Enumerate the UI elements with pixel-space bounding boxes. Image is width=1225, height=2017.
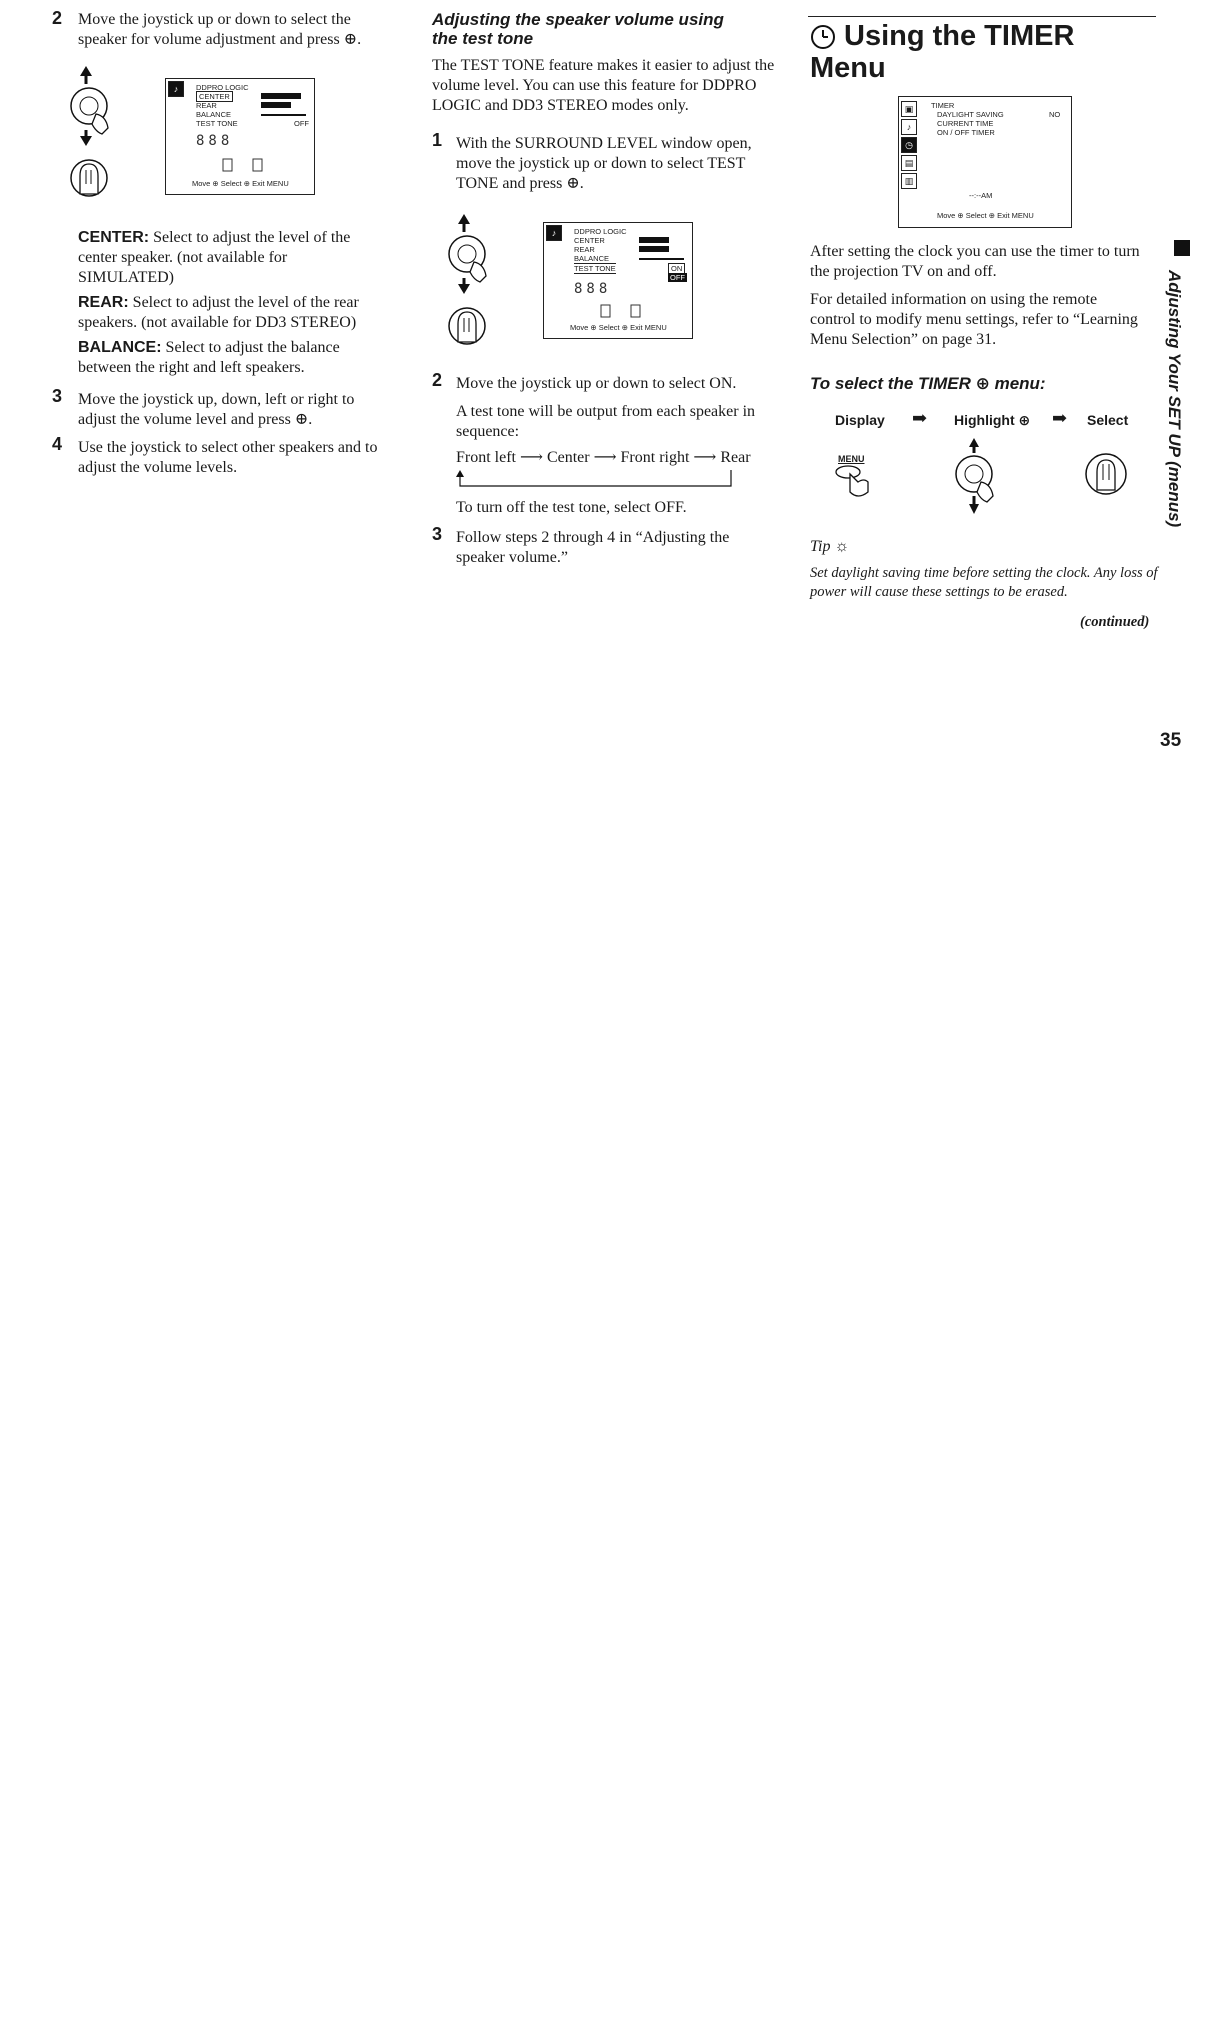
side-tab-label: Adjusting Your SET UP (menus) xyxy=(1165,270,1184,528)
step-number: 3 xyxy=(432,524,443,544)
screen-footer: Move ⊕ Select ⊕ Exit MENU xyxy=(570,323,667,332)
step-text: Follow steps 2 through 4 in “Adjusting the speaker volume.” xyxy=(456,529,730,566)
speaker-sequence: Front left ⟶ Center ⟶ Front right ⟶ Rear xyxy=(456,449,751,466)
joystick-illustration xyxy=(444,214,524,364)
menu-row: BALANCE xyxy=(574,254,610,263)
balance-bar xyxy=(261,114,306,116)
test-tone-screen xyxy=(543,222,693,339)
timer-icon: ◷ xyxy=(901,137,917,153)
joystick-press-icon xyxy=(1082,450,1132,500)
flow-highlight: Highlight ⊕ xyxy=(954,412,1031,428)
menu-press-icon xyxy=(834,462,884,502)
section-heading: Adjusting the speaker volume using the test tone xyxy=(432,10,724,48)
menu-row: DAYLIGHT SAVING xyxy=(937,110,1004,119)
picture-icon: ▣ xyxy=(901,101,917,117)
subheading: To select the TIMER ⊕ menu: xyxy=(810,374,1046,393)
setup-icon: ▥ xyxy=(901,173,917,189)
level-bar xyxy=(261,102,291,108)
speaker-display: 888 xyxy=(574,281,612,297)
arrow-right-icon: ⟶ xyxy=(593,449,617,466)
menu-row: REAR xyxy=(196,101,217,110)
option-on: ON xyxy=(668,263,685,274)
flow-select: Select xyxy=(1087,412,1129,428)
step-text: Move the joystick up, down, left or right to adjust the volume level and press ⊕. xyxy=(78,391,355,428)
arrow-right-icon: ➡ xyxy=(1052,408,1068,428)
arrow-right-icon: ➡ xyxy=(912,408,928,428)
screen-footer: Move ⊕ Select ⊕ Exit MENU xyxy=(192,179,289,188)
intro-paragraph: The TEST TONE feature makes it easier to adjust the volume level. You can use this feature for DDPRO LOGIC and DD3 STEREO modes only. xyxy=(432,57,775,114)
menu-row: BALANCE xyxy=(196,110,232,119)
loop-back-arrow xyxy=(456,470,734,490)
balance-bar xyxy=(639,258,684,260)
continued-note: (continued) xyxy=(1080,614,1150,630)
arrow-up-icon xyxy=(458,214,470,232)
menu-row: REAR xyxy=(574,245,595,254)
section-tab-marker xyxy=(1174,240,1190,256)
side-tab xyxy=(1158,270,1184,530)
speaker-icons xyxy=(599,303,649,319)
menu-row-selected: CENTER xyxy=(196,91,233,102)
title-rule xyxy=(808,16,1156,17)
sound-icon: ♪ xyxy=(901,119,917,135)
channel-icon: ▤ xyxy=(901,155,917,171)
joystick-highlight-icon xyxy=(950,438,1010,518)
tip-text: Set daylight saving time before setting the clock. Any loss of power will cause these settings to be erased. xyxy=(810,565,1158,600)
speaker-icons xyxy=(221,157,271,173)
menu-row: CENTER xyxy=(574,236,605,245)
menu-row-selected: TEST TONE xyxy=(574,264,616,273)
step-number: 1 xyxy=(432,130,443,150)
arrow-up-icon xyxy=(80,66,92,84)
level-bar xyxy=(261,93,301,99)
step-text: Move the joystick up or down to select the speaker for volume adjustment and press ⊕. xyxy=(78,11,362,48)
lightbulb-icon: ☼ xyxy=(834,538,850,555)
definition-rear: REAR: Select to adjust the level of the rear speakers. (not available for DD3 STEREO) xyxy=(78,294,359,331)
step-text: With the SURROUND LEVEL window open, move the joystick up or down to select TEST TONE and press ⊕. xyxy=(456,135,752,192)
menu-row: DDPRO LOGIC xyxy=(196,83,249,92)
menu-row: ON / OFF TIMER xyxy=(937,128,995,137)
menu-button-label: MENU xyxy=(838,454,865,464)
option-off: OFF xyxy=(670,273,685,282)
menu-row: CURRENT TIME xyxy=(937,119,994,128)
step-detail: A test tone will be output from each speaker in sequence: xyxy=(456,403,756,440)
speaker-display: 888 xyxy=(196,133,234,149)
definition-center: CENTER: Select to adjust the level of the center speaker. (not available for SIMULATED) xyxy=(78,229,351,286)
turn-off-note: To turn off the test tone, select OFF. xyxy=(456,499,687,516)
tip-label: Tip ☼ xyxy=(810,538,850,555)
screen-footer: Move ⊕ Select ⊕ Exit MENU xyxy=(937,211,1034,220)
level-bar xyxy=(639,237,669,243)
step-number: 2 xyxy=(432,370,443,390)
timer-screen xyxy=(898,96,1072,228)
daylight-value: NO xyxy=(1049,110,1061,119)
step-text: Move the joystick up or down to select ON. xyxy=(456,375,737,392)
arrow-down-icon xyxy=(80,130,92,146)
test-tone-value: OFF xyxy=(294,119,309,128)
time-value: --:--AM xyxy=(969,191,993,200)
arrow-right-icon: ⟶ xyxy=(520,449,543,466)
arrow-up-icon xyxy=(969,438,979,453)
menu-row: DDPRO LOGIC xyxy=(574,227,627,236)
paragraph: After setting the clock you can use the timer to turn the projection TV on and off. xyxy=(810,243,1140,280)
definition-balance: BALANCE: Select to adjust the balance between the right and left speakers. xyxy=(78,339,340,376)
arrow-right-icon: ⟶ xyxy=(693,449,717,466)
definition-list xyxy=(78,228,378,378)
step-number: 2 xyxy=(52,8,63,28)
level-bar xyxy=(639,246,669,252)
sound-icon: ♪ xyxy=(168,81,184,97)
paragraph: For detailed information on using the remote control to modify menu settings, refer to “Learning Menu Selection” on page 31. xyxy=(810,291,1138,348)
arrow-down-icon xyxy=(458,278,470,294)
sound-icon: ♪ xyxy=(546,225,562,241)
page-number: 35 xyxy=(1160,730,1182,751)
menu-row: TEST TONE xyxy=(196,119,238,128)
page-title: Using the TIMER Menu xyxy=(810,20,1075,84)
step-number: 4 xyxy=(52,434,63,454)
flow-display: Display xyxy=(835,412,885,428)
step-text: Use the joystick to select other speakers and to adjust the volume levels. xyxy=(78,439,378,476)
surround-level-screen xyxy=(165,78,315,195)
menu-row: TIMER xyxy=(931,101,955,110)
arrow-down-icon xyxy=(969,496,979,514)
step-number: 3 xyxy=(52,386,63,406)
joystick-illustration xyxy=(66,66,146,216)
